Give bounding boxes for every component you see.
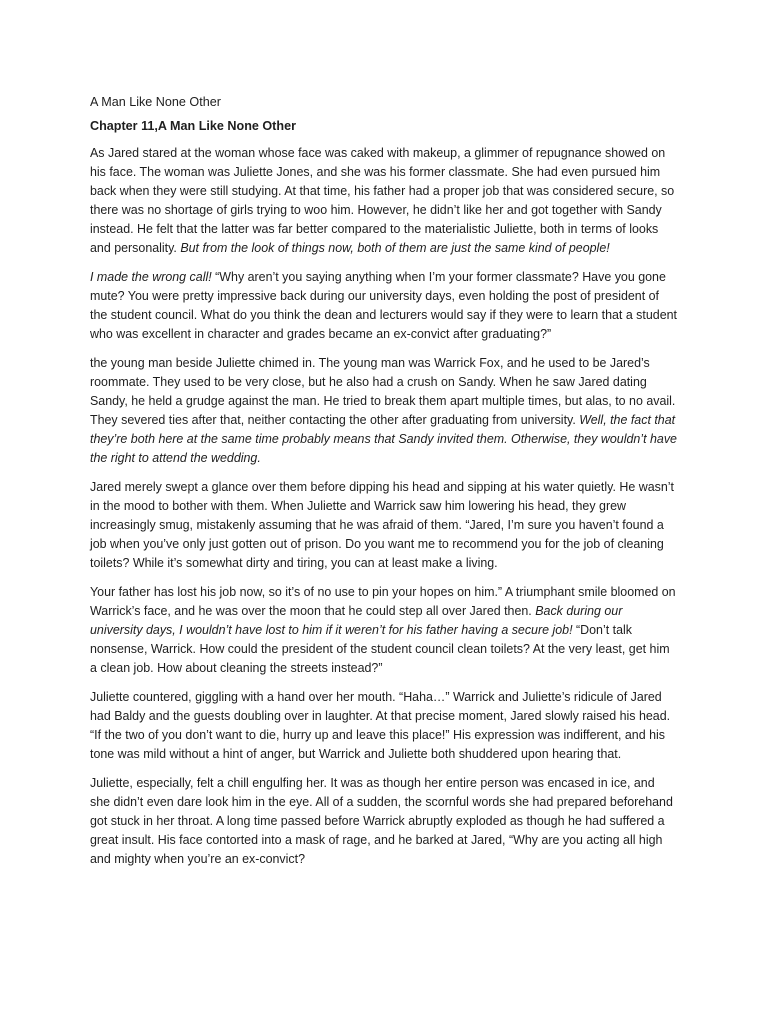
paragraph — [90, 478, 678, 573]
chapter-body — [90, 144, 678, 869]
text-run: the young man beside Juliette chimed in. The young man was Warrick Fox, and he used to be Jared’s roommate. They used to be very close, but he also had a crush on Sandy. When he saw Jared dating Sandy, he held a grudge against the man. He tried to break them apart multiple times, but alas, to no avail. They severed ties after that, neither contacting the other after graduating from university. — [90, 355, 676, 428]
text-run: Your father has lost his job now, so it’s of no use to pin your hopes on him.” A triumphant smile bloomed on Warrick’s face, and he was over the moon that he could step all over Jared then. — [90, 584, 676, 619]
text-run: Juliette countered, giggling with a hand over her mouth. “Haha…” Warrick and Juliette’s ridicule of Jared had Baldy and the guests doubling over in laughter. At that precise moment, Jared slowly raised his head. “If the two of you don’t want to die, hurry up and leave this place!” His expression was indifferent, and his tone was mild without a hint of anger, but Warrick and Juliette both shuddered upon hearing that. — [90, 689, 671, 762]
paragraph — [90, 354, 678, 469]
text-run: “Don’t talk nonsense, Warrick. How could the president of the student council clean toilets? At the very least, get him a clean job. How about cleaning the streets instead?” — [90, 623, 670, 676]
paragraph — [90, 688, 678, 764]
italic-text-run: I made the wrong call! — [90, 270, 212, 285]
italic-text-run: Well, the fact that they’re both here at the same time probably means that Sandy invited them. Otherwise, they wouldn’t have the right to attend the wedding. — [90, 413, 677, 466]
document-page — [90, 92, 678, 879]
text-run: Jared merely swept a glance over them before dipping his head and sipping at his water quietly. He wasn’t in the mood to bother with them. When Juliette and Warrick saw him lowering his head, they grew increasingly smug, mistakenly assuming that he was afraid of them. “Jared, I’m sure you haven’t found a job when you’ve only just gotten out of prison. Do you want me to recommend you for the job of cleaning toilets? While it’s somewhat dirty and tiring, you can at least make a living. — [90, 480, 674, 571]
paragraph — [90, 144, 678, 259]
document-title: A Man Like None Other — [90, 95, 221, 109]
paragraph — [90, 583, 678, 678]
italic-text-run: But from the look of things now, both of them are just the same kind of people! — [180, 241, 610, 256]
chapter-heading: Chapter 11,A Man Like None Other — [90, 119, 296, 133]
text-run: Juliette, especially, felt a chill engulfing her. It was as though her entire person was encased in ice, and she didn’t even dare look him in the eye. All of a sudden, the scornful words she had prepared beforehand got stuck in her throat. A long time passed before Warrick abruptly exploded as though he had suffered a great insult. His face contorted into a mask of rage, and he barked at Jared, “Why are you acting all high and mighty when you’re an ex-convict? — [90, 775, 673, 867]
text-run: “Why aren’t you saying anything when I’m your former classmate? Have you gone mute? You were pretty impressive back during our university days, even holding the post of president of the student council. What do you think the dean and lecturers would say if they were to learn that a student who was excellent in character and grades became an ex-convict after graduating?” — [90, 270, 677, 342]
text-run: As Jared stared at the woman whose face was caked with makeup, a glimmer of repugnance showed on his face. The woman was Juliette Jones, and she was his former classmate. She had even pursued him back when they were still studying. At that time, his father had a proper job that was considered secure, so there was no shortage of girls trying to woo him. However, he didn’t like her and got together with Sandy instead. He felt that the latter was far better compared to the materialistic Juliette, both in terms of looks and personality. — [90, 146, 675, 256]
italic-text-run: Back during our university days, I wouldn’t have lost to him if it weren’t for his father having a secure job! — [90, 604, 623, 638]
paragraph — [90, 774, 678, 869]
paragraph — [90, 268, 678, 344]
